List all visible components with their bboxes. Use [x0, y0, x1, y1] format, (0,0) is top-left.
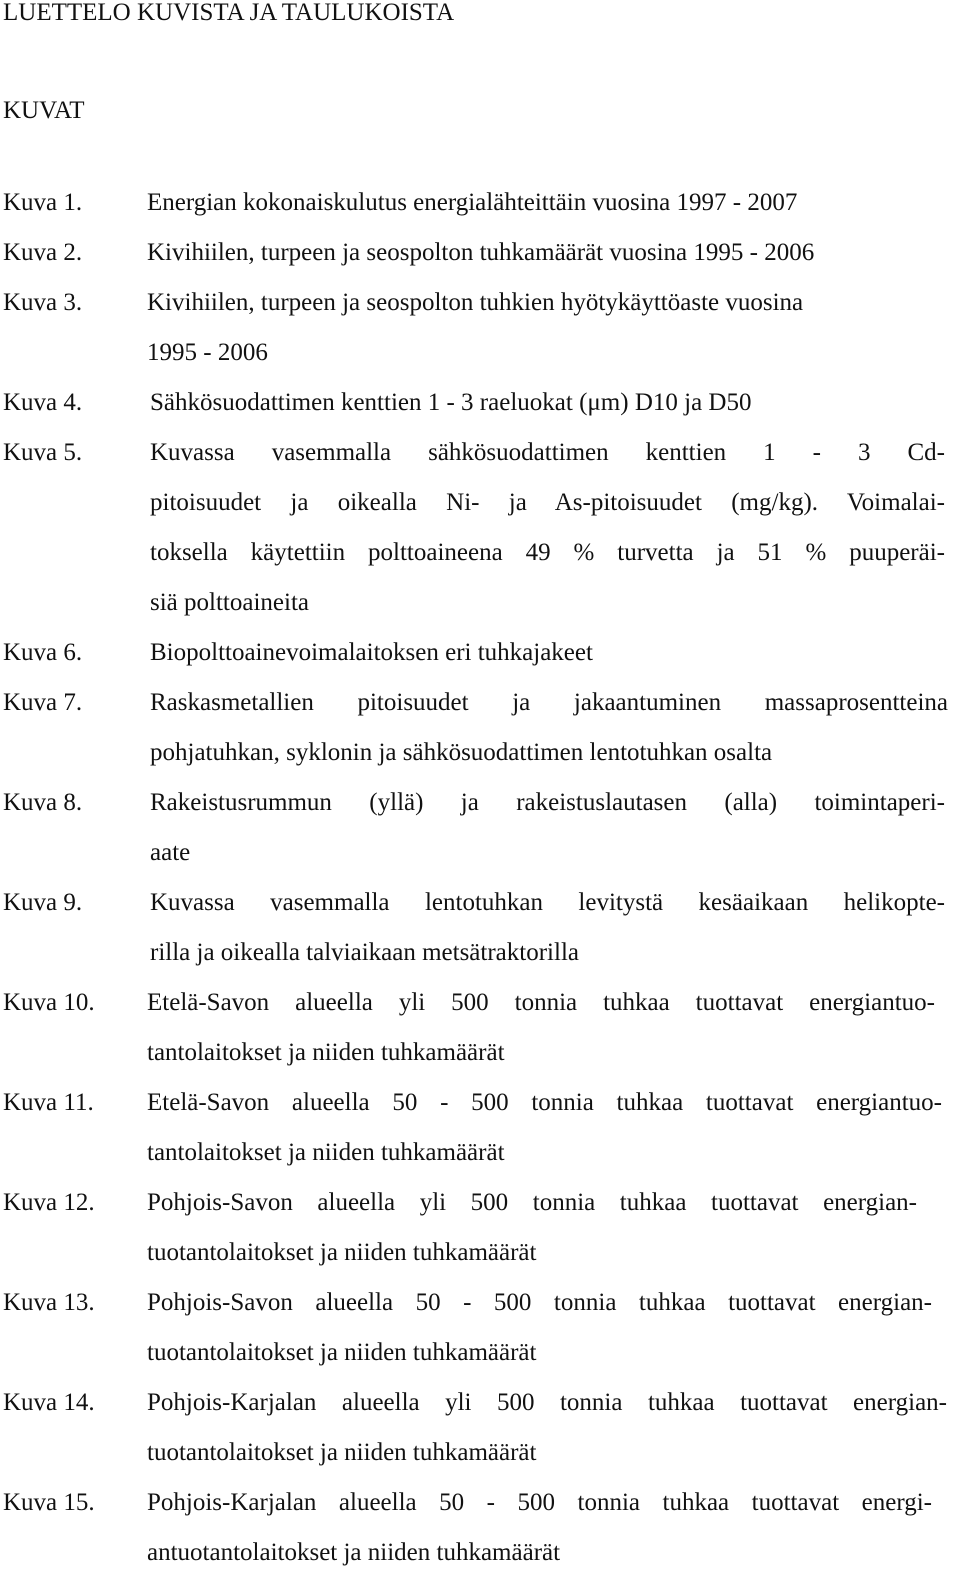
- caption-line: Kivihiilen, turpeen ja seospolton tuhkien hyötykäyttöaste vuosina: [147, 289, 804, 316]
- figure-caption: [150, 678, 948, 778]
- figure-caption: [147, 178, 931, 228]
- caption-line: tuotantolaitokset ja niiden tuhkamäärät: [147, 1339, 537, 1366]
- caption-line: Pohjois-Savon alueella yli 500 tonnia tuhkaa tuottavat energian-: [147, 1189, 917, 1216]
- figure-caption: [150, 628, 945, 678]
- caption-line: Kuvassa vasemmalla lentotuhkan levitystä kesäaikaan helikopte-: [150, 889, 945, 916]
- caption-line: toksella käytettiin polttoaineena 49 % turvetta ja 51 % puuperäi-: [150, 539, 945, 566]
- figure-caption: [147, 1378, 947, 1478]
- caption-line: Sähkösuodattimen kenttien 1 - 3 raeluokat (μm) D10 ja D50: [150, 389, 752, 416]
- caption-line: tantolaitokset ja niiden tuhkamäärät: [147, 1039, 505, 1066]
- caption-line: Pohjois-Karjalan alueella yli 500 tonnia tuhkaa tuottavat energian-: [147, 1389, 947, 1416]
- caption-line: Etelä-Savon alueella 50 - 500 tonnia tuhkaa tuottavat energiantuo-: [147, 1089, 942, 1116]
- figure-caption: [147, 1078, 942, 1178]
- caption-line: 1995 - 2006: [147, 339, 268, 366]
- caption-line: Pohjois-Savon alueella 50 - 500 tonnia tuhkaa tuottavat energian-: [147, 1289, 932, 1316]
- figure-caption: [147, 228, 945, 278]
- figure-label: Kuva 15.: [3, 1489, 95, 1516]
- figure-caption: [147, 1478, 932, 1578]
- figure-label: Kuva 7.: [3, 689, 83, 716]
- caption-line: Biopolttoainevoimalaitoksen eri tuhkajakeet: [150, 639, 593, 666]
- figure-caption: [147, 1178, 917, 1278]
- figure-caption: [147, 978, 935, 1078]
- caption-line: pohjatuhkan, syklonin ja sähkösuodattimen lentotuhkan osalta: [150, 739, 773, 766]
- figure-label: Kuva 3.: [3, 289, 83, 316]
- figure-label: Kuva 2.: [3, 239, 83, 266]
- figure-label: Kuva 14.: [3, 1389, 95, 1416]
- caption-line: antuotantolaitokset ja niiden tuhkamäärät: [147, 1539, 561, 1566]
- caption-line: Kuvassa vasemmalla sähkösuodattimen kenttien 1 - 3 Cd-: [150, 439, 945, 466]
- caption-line: Kivihiilen, turpeen ja seospolton tuhkamäärät vuosina 1995 - 2006: [147, 239, 815, 266]
- figure-caption: [150, 378, 940, 428]
- caption-line: pitoisuudet ja oikealla Ni- ja As-pitoisuudet (mg/kg). Voimalai-: [150, 489, 945, 516]
- figure-label: Kuva 12.: [3, 1189, 95, 1216]
- figure-caption: [150, 428, 945, 628]
- caption-line: tantolaitokset ja niiden tuhkamäärät: [147, 1139, 505, 1166]
- caption-line: Rakeistusrummun (yllä) ja rakeistuslautasen (alla) toimintaperi-: [150, 789, 945, 816]
- figures-subheading: KUVAT: [3, 97, 85, 124]
- figure-label: Kuva 4.: [3, 389, 83, 416]
- caption-line: siä polttoaineita: [150, 589, 309, 616]
- figure-caption: [147, 1278, 932, 1378]
- caption-line: aate: [150, 839, 191, 866]
- figure-label: Kuva 11.: [3, 1089, 94, 1116]
- figure-label: Kuva 8.: [3, 789, 83, 816]
- caption-line: tuotantolaitokset ja niiden tuhkamäärät: [147, 1239, 537, 1266]
- figure-caption: [150, 778, 945, 878]
- caption-line: rilla ja oikealla talviaikaan metsätraktorilla: [150, 939, 579, 966]
- caption-line: Etelä-Savon alueella yli 500 tonnia tuhkaa tuottavat energiantuo-: [147, 989, 935, 1016]
- figure-label: Kuva 9.: [3, 889, 83, 916]
- caption-line: Raskasmetallien pitoisuudet ja jakaantuminen massaprosentteina: [150, 689, 948, 716]
- figure-label: Kuva 1.: [3, 189, 83, 216]
- figure-caption: [147, 278, 947, 378]
- list-of-figures-and-tables-heading: LUETTELO KUVISTA JA TAULUKOISTA: [3, 0, 455, 26]
- figure-caption: [150, 878, 945, 978]
- caption-line: Energian kokonaiskulutus energialähteittäin vuosina 1997 - 2007: [147, 189, 798, 216]
- figure-label: Kuva 6.: [3, 639, 83, 666]
- caption-line: Pohjois-Karjalan alueella 50 - 500 tonnia tuhkaa tuottavat energi-: [147, 1489, 932, 1516]
- figure-label: Kuva 10.: [3, 989, 95, 1016]
- figure-label: Kuva 5.: [3, 439, 83, 466]
- figure-label: Kuva 13.: [3, 1289, 95, 1316]
- caption-line: tuotantolaitokset ja niiden tuhkamäärät: [147, 1439, 537, 1466]
